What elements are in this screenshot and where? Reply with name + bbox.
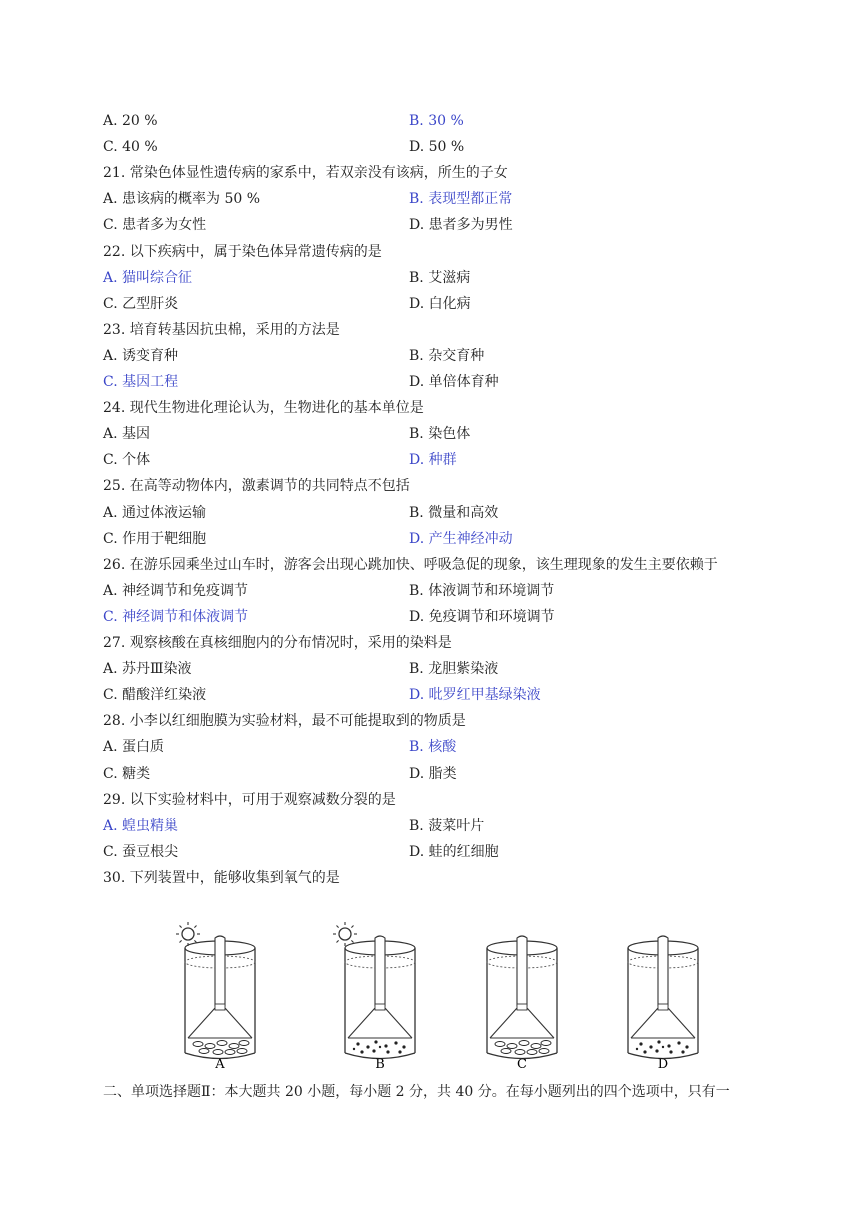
option-right: D. 白化病 [409,296,471,312]
option-right: D. 免疫调节和环境调节 [409,609,555,625]
option-left: A. 苏丹Ⅲ染液 [103,661,192,677]
option-left: A. 基因 [103,426,151,442]
question-stem: 22. 以下疾病中，属于染色体异常遗传病的是 [103,244,382,260]
apparatus-figure [170,920,730,1070]
option-right: B. 核酸 [409,739,457,755]
option-left: A. 诱变育种 [103,348,179,364]
option-right: D. 种群 [409,452,457,468]
option-left: A. 20 % [103,113,158,129]
option-right: B. 菠菜叶片 [409,818,485,834]
option-left: A. 蛋白质 [103,739,165,755]
option-left: C. 糖类 [103,766,151,782]
label-d: D [657,1057,669,1070]
option-left: A. 神经调节和免疫调节 [103,583,249,599]
option-left: C. 基因工程 [103,374,179,390]
question-stem: 30. 下列装置中，能够收集到氧气的是 [103,870,340,886]
option-left: C. 个体 [103,452,151,468]
label-a: A [215,1057,225,1070]
apparatus-c [487,936,557,1070]
option-right: B. 染色体 [409,426,471,442]
label-c: C [517,1057,527,1070]
option-right: D. 患者多为男性 [409,217,513,233]
option-left: C. 40 % [103,139,158,155]
question-stem: 27. 观察核酸在真核细胞内的分布情况时，采用的染料是 [103,635,452,651]
option-left: C. 神经调节和体液调节 [103,609,249,625]
option-left: C. 蚕豆根尖 [103,844,179,860]
option-left: C. 乙型肝炎 [103,296,179,312]
option-right: D. 产生神经冲动 [409,531,513,547]
option-left: A. 猫叫综合征 [103,270,193,286]
question-stem: 26. 在游乐园乘坐过山车时，游客会出现心跳加快、呼吸急促的现象，该生理现象的发生主要依赖于 [103,557,718,573]
option-right: B. 表现型都正常 [409,191,513,207]
question-stem: 25. 在高等动物体内，激素调节的共同特点不包括 [103,478,410,494]
option-left: C. 作用于靶细胞 [103,531,207,547]
option-right: D. 脂类 [409,766,457,782]
option-right: B. 艾滋病 [409,270,471,286]
option-right: B. 微量和高效 [409,505,499,521]
question-stem: 21. 常染色体显性遗传病的家系中，若双亲没有该病，所生的子女 [103,165,508,181]
option-right: D. 单倍体育种 [409,374,499,390]
apparatus-b [333,922,415,1070]
option-left: C. 患者多为女性 [103,217,207,233]
apparatus-d [628,936,698,1070]
option-right: D. 吡罗红甲基绿染液 [409,687,541,703]
option-left: A. 通过体液运输 [103,505,207,521]
question-stem: 29. 以下实验材料中，可用于观察减数分裂的是 [103,792,396,808]
apparatus-a [176,922,255,1070]
label-b: B [375,1057,385,1070]
option-right: B. 杂交育种 [409,348,485,364]
option-right: B. 龙胆紫染液 [409,661,499,677]
option-right: B. 体液调节和环境调节 [409,583,555,599]
question-stem: 23. 培育转基因抗虫棉，采用的方法是 [103,322,340,338]
section-heading: 二、单项选择题Ⅱ：本大题共 20 小题，每小题 2 分，共 40 分。在每小题列出的四个选项中，只有一 [103,1084,730,1100]
option-right: D. 蛙的红细胞 [409,844,499,860]
option-left: A. 蝗虫精巢 [103,818,179,834]
question-stem: 24. 现代生物进化理论认为，生物进化的基本单位是 [103,400,424,416]
option-left: C. 醋酸洋红染液 [103,687,207,703]
option-right: D. 50 % [409,139,465,155]
option-left: A. 患该病的概率为 50 % [103,191,261,207]
option-right: B. 30 % [409,113,464,129]
question-stem: 28. 小李以红细胞膜为实验材料，最不可能提取到的物质是 [103,713,466,729]
